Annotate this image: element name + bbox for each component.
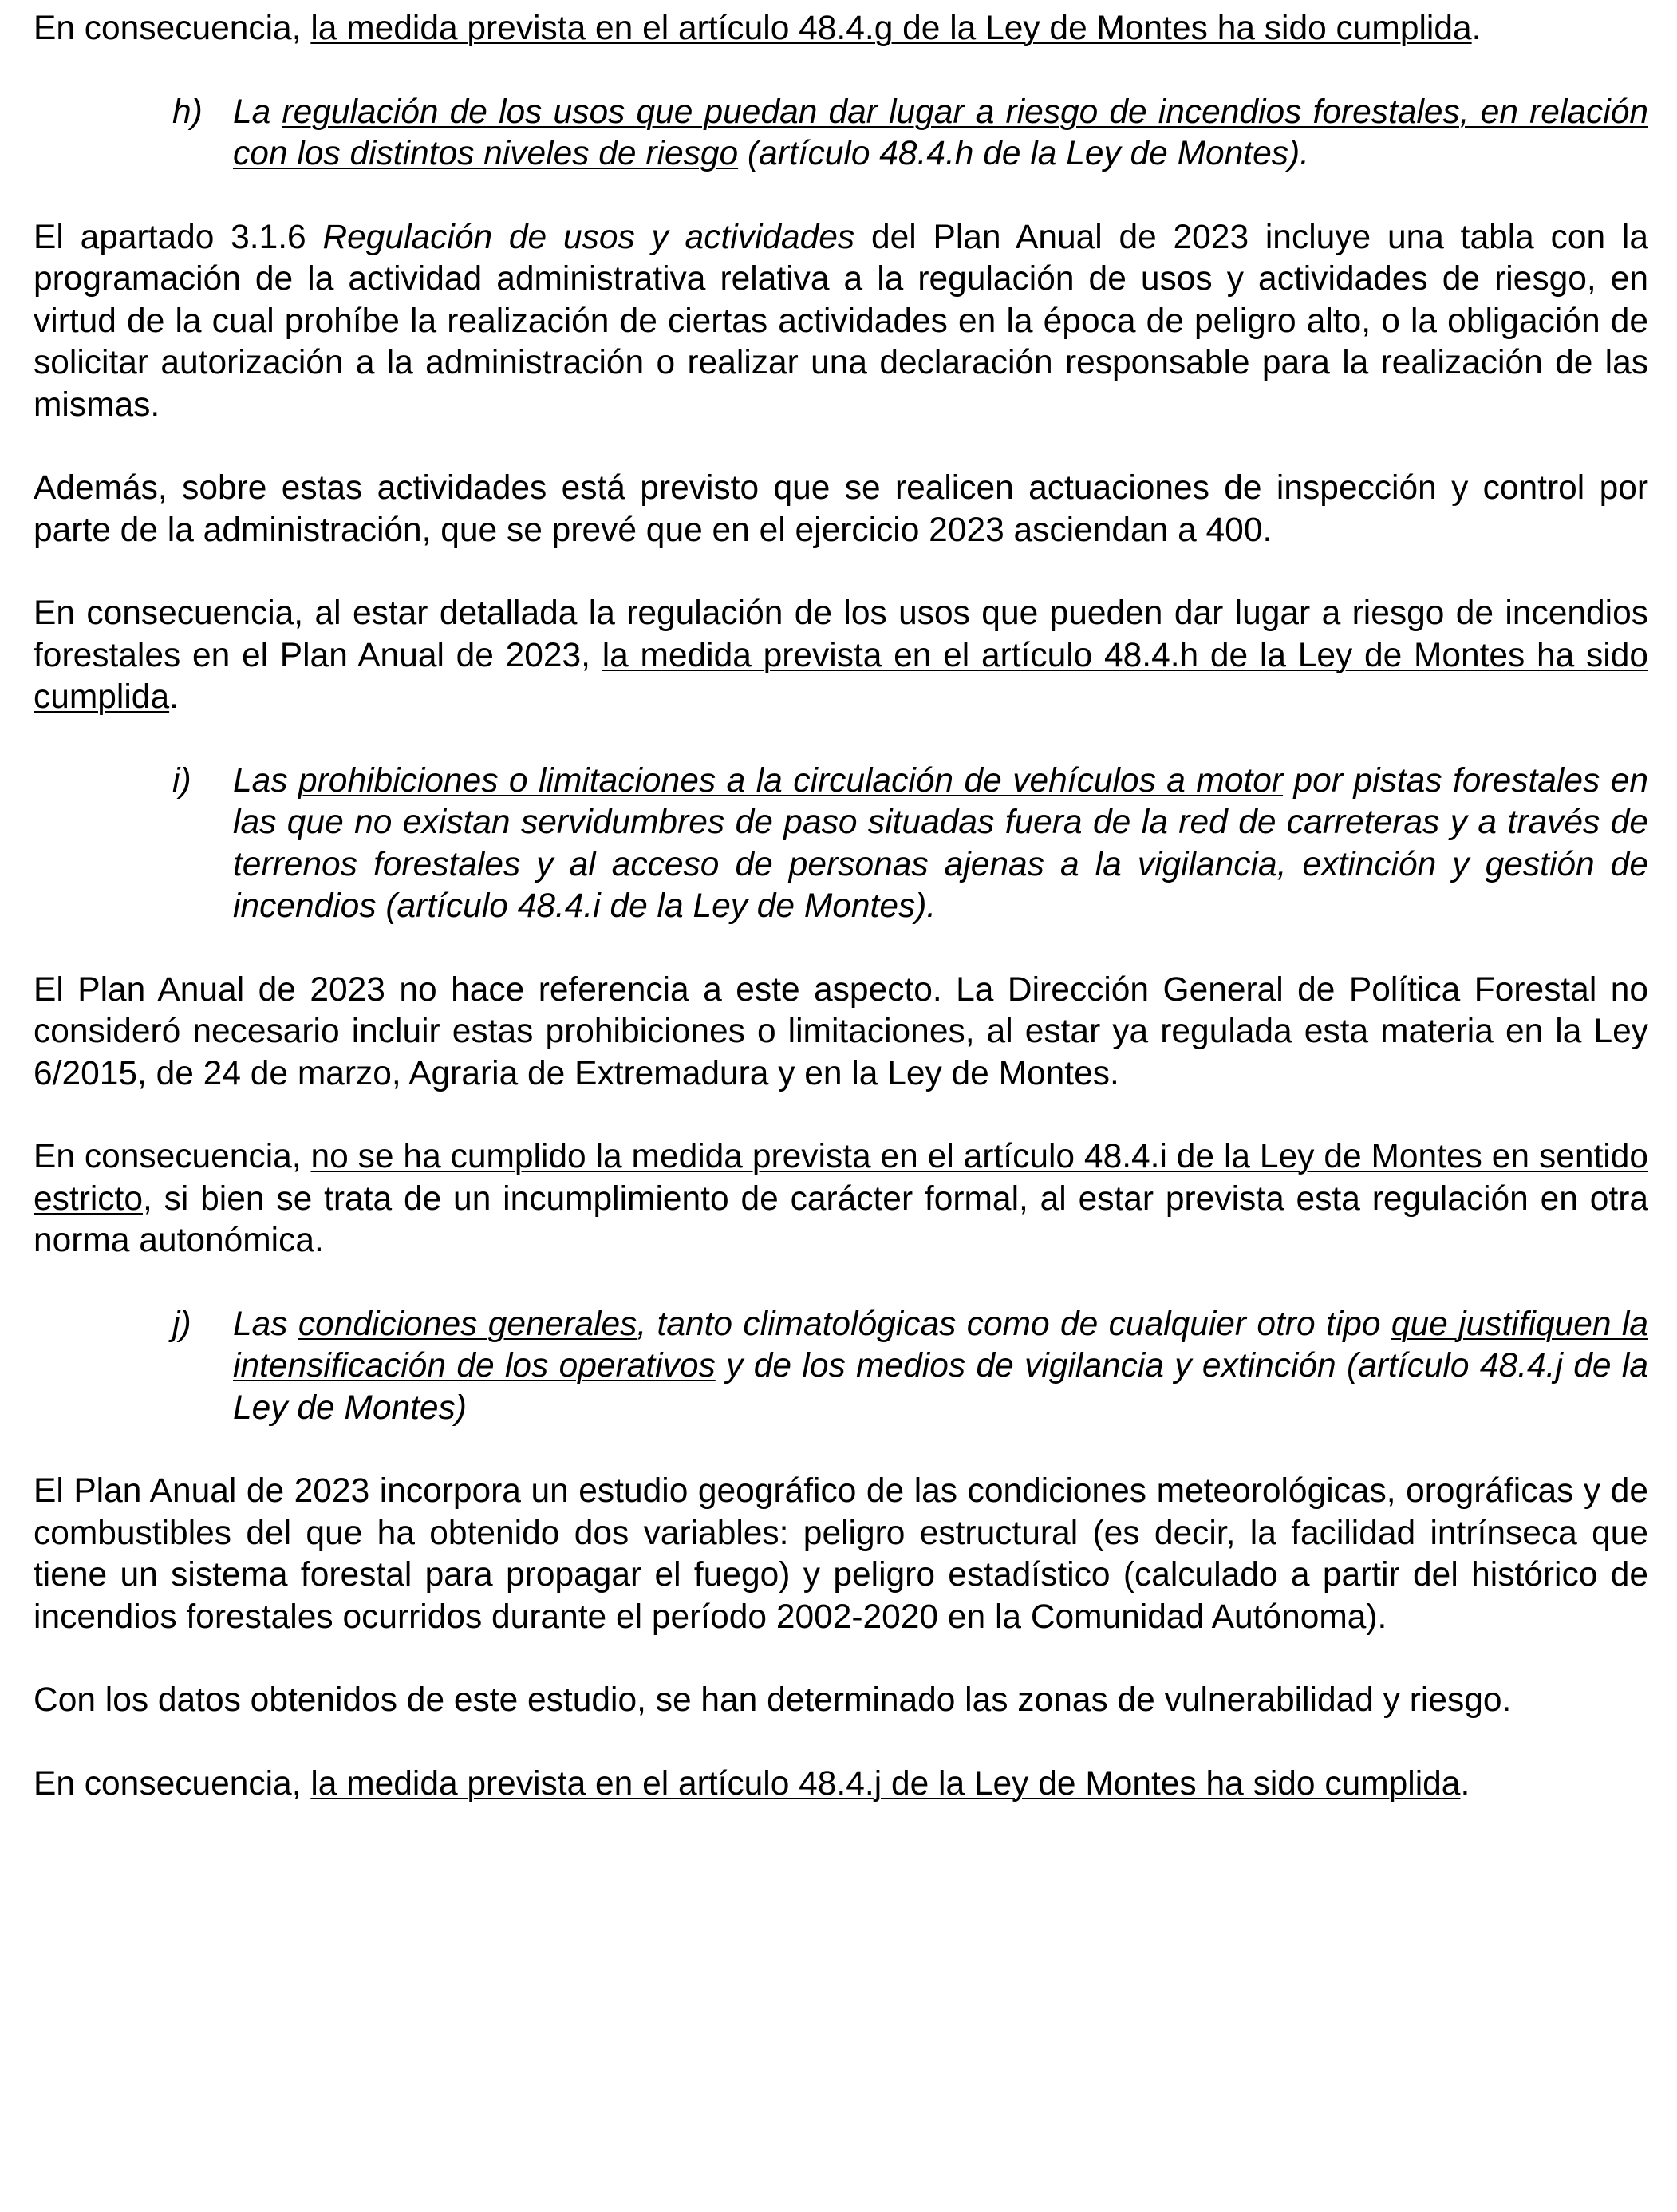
list-item-body	[233, 760, 1648, 928]
text-segment: Las	[233, 761, 299, 800]
text-segment: El apartado 3.1.6	[34, 218, 323, 256]
paragraph-h-1	[34, 217, 1648, 427]
text-segment: por pistas forestales en las que no existan servidumbres de paso situadas fuera de la red de carreteras y a través de terrenos forestales y al acceso de personas ajenas a la vigilancia, extinción y gestión de incendios (artículo 48.4.i de la Ley de Montes).	[233, 761, 1648, 925]
paragraph-g-conclusion	[34, 8, 1648, 50]
paragraph-h-2: Además, sobre estas actividades está previsto que se realicen actuaciones de inspección y control por parte de la administración, que se prevé que en el ejercicio 2023 asciendan a 400.	[34, 469, 1648, 549]
text-segment: .	[1471, 10, 1482, 47]
paragraph-j-2: Con los datos obtenidos de este estudio, se han determinado las zonas de vulnerabilidad y riesgo.	[34, 1681, 1512, 1719]
list-item-body	[233, 92, 1648, 176]
underlined-phrase: condiciones generales	[298, 1305, 637, 1343]
text-segment: , si bien se trata de un incumplimiento de carácter formal, al estar prevista esta regulación en otra norma autonómica.	[34, 1179, 1648, 1259]
paragraph-i-1: El Plan Anual de 2023 no hace referencia a este aspecto. La Dirección General de Política Forestal no consideró necesario incluir estas prohibiciones o limitaciones, al estar ya regulada esta materia en la Ley 6/2015, de 24 de marzo, Agraria de Extremadura y en la Ley de Montes.	[34, 970, 1648, 1092]
text-segment: En consecuencia, al estar detallada la regulación de los usos que pueden dar lugar a riesgo de incendios forestales en el Plan Anual de 2023,	[34, 594, 1648, 674]
text-segment: del Plan Anual de 2023 incluye una tabla con la programación de la actividad administrativa relativa a la regulación de usos y actividades de riesgo, en virtud de la cual prohíbe la realización de ciertas actividades en la época de peligro alto, o la obligación de solicitar autorización a la administración o realizar una declaración responsable para la realización de las mismas.	[34, 218, 1648, 424]
text-segment: (artículo 48.4.h de la Ley de Montes).	[738, 135, 1309, 172]
text-segment: En consecuencia,	[34, 1764, 311, 1803]
paragraph-j-1: El Plan Anual de 2023 incorpora un estudio geográfico de las condiciones meteorológicas, orográficas y de combustibles del que ha obtenido dos variables: peligro estructural (es decir, la facilidad intrínseca que tiene un sistema forestal para propagar el fuego) y peligro estadístico (calculado a partir del histórico de incendios forestales ocurridos durante el período 2002-2020 en la Comunidad Autónoma).	[34, 1472, 1648, 1636]
list-item-i	[34, 760, 1648, 928]
text-segment: La	[233, 93, 282, 131]
list-marker: i)	[172, 761, 191, 800]
text-segment: En consecuencia,	[34, 1138, 311, 1175]
text-segment: .	[169, 678, 179, 716]
underlined-conclusion: la medida prevista en el artículo 48.4.g de la Ley de Montes ha sido cumplida	[310, 10, 1472, 47]
text-segment: Las	[233, 1305, 298, 1343]
text-segment: .	[1460, 1764, 1470, 1803]
list-marker: h)	[172, 93, 203, 131]
text-segment: En consecuencia,	[34, 10, 311, 47]
text-segment: , tanto climatológicas como de cualquier otro tipo	[637, 1305, 1391, 1343]
paragraph-h-conclusion	[34, 593, 1648, 719]
underlined-conclusion: la medida prevista en el artículo 48.4.j de la Ley de Montes ha sido cumplida	[310, 1764, 1461, 1803]
text-segment: y de los medios de vigilancia y extinción (artículo 48.4.j de la Ley de Montes)	[233, 1347, 1648, 1427]
list-item-h	[34, 92, 1648, 176]
underlined-conclusion: la medida prevista en el artículo 48.4.h de la Ley de Montes ha sido cumplida	[34, 636, 1648, 716]
underlined-phrase: regulación de los usos que puedan dar lugar a riesgo de incendios forestales, en relación con los distintos niveles de riesgo	[233, 93, 1648, 172]
list-marker: j)	[172, 1305, 191, 1343]
list-item-j	[34, 1304, 1648, 1430]
paragraph-j-conclusion	[34, 1764, 1648, 1806]
underlined-conclusion: no se ha cumplido la medida prevista en el artículo 48.4.i de la Ley de Montes en sentido estricto	[34, 1138, 1648, 1218]
document-page	[34, 8, 1648, 1847]
list-item-body	[233, 1304, 1648, 1430]
italic-section-title: Regulación de usos y actividades	[322, 218, 855, 256]
underlined-phrase: prohibiciones o limitaciones a la circulación de vehículos a motor	[298, 761, 1284, 800]
underlined-phrase: que justifiquen la intensificación de los operativos	[233, 1305, 1648, 1384]
paragraph-i-conclusion	[34, 1136, 1648, 1262]
